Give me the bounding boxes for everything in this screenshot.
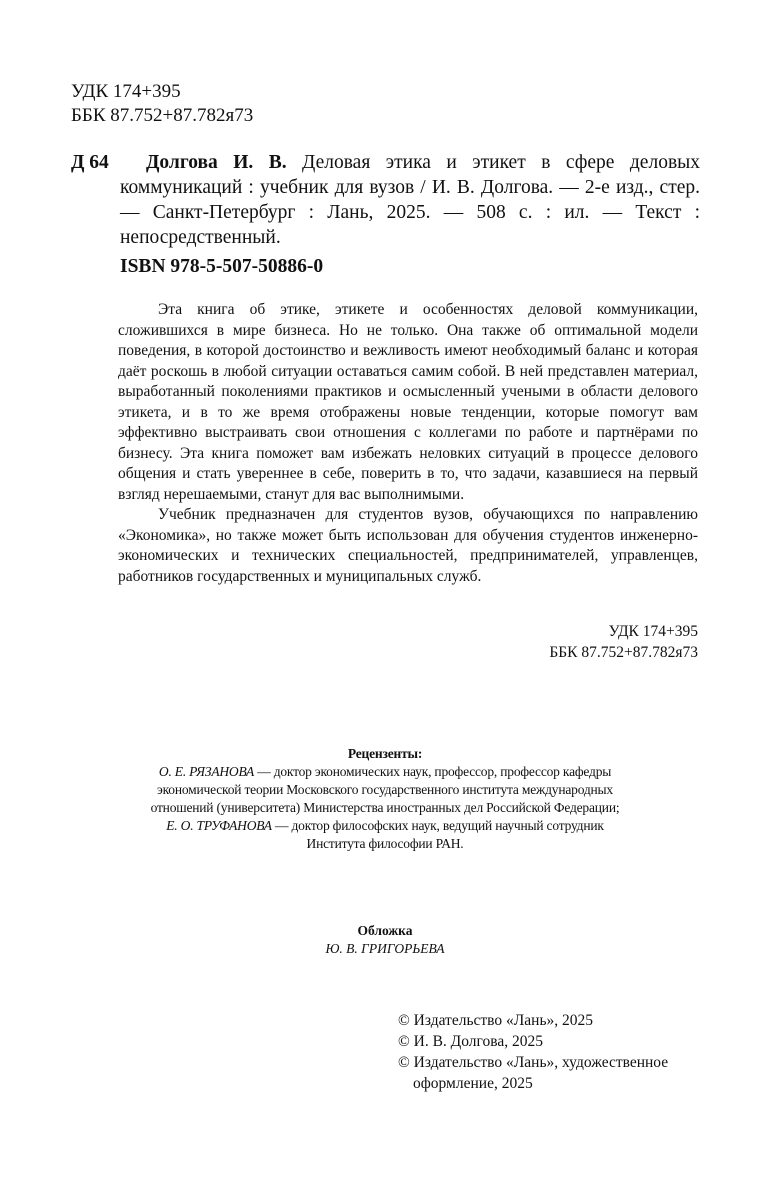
reviewers-block [80, 745, 690, 853]
cover-designer: Ю. В. ГРИГОРЬЕВА [325, 941, 445, 956]
reviewer-1-name: О. Е. РЯЗАНОВА [158, 764, 255, 779]
bbk-code-repeat: ББК 87.752+87.782я73 [549, 643, 698, 661]
copyright-line-1: © Издательство «Лань», 2025 [398, 1012, 594, 1029]
udk-code-repeat: УДК 174+395 [608, 623, 698, 640]
copyright-line-3: © Издательство «Лань», художественное [398, 1054, 669, 1071]
reviewer-2-title: — доктор философских наук, ведущий научный сотрудник [271, 818, 604, 833]
reviewer-1-line [80, 763, 690, 781]
annotation-paragraph-2: Учебник предназначен для студентов вузов, обучающихся по направлению «Экономика», но также может быть использован для обучения студентов инженерно-экономических и технических специальностей, предпринимателей, управленцев, работников государственных и муниципальных служб. [118, 506, 698, 585]
bibliographic-description-block [120, 150, 700, 250]
reviewer-1-title: — доктор экономических наук, профессор, профессор кафедры [254, 764, 612, 779]
author-name: Долгова И. В. [146, 152, 287, 173]
bibliographic-record [71, 150, 700, 250]
copyright-block [398, 1010, 698, 1094]
copyright-line-3-continued: оформление, 2025 [413, 1075, 533, 1092]
isbn: ISBN 978-5-507-50886-0 [120, 256, 324, 277]
classification-footer [480, 622, 698, 663]
annotation-paragraph-1: Эта книга об этике, этикете и особенностях деловой коммуникации, сложившихся в мире бизнеса. Но не только. Она также об оптимальной модели поведения, в которой достоинство и вежливость имеют необходимый баланс и которая даёт роскошь в любой ситуации оставаться самим собой. В ней представлен материал, выработанный поколениями практиков и осмысленный учеными в области делового этикета, и в то же время отображены новые тенденции, которые помогут вам эффективно выстраивать свои отношения с коллегами по работе и партнёрами по бизнесу. Эта книга поможет вам избежать неловких ситуаций в процессе делового общения и стать увереннее в себе, поверить в то, что задачи, казавшиеся на первый взгляд нерешаемыми, станут для вас выполнимыми. [118, 301, 698, 503]
reviewer-2-affiliation: Института философии РАН. [306, 836, 464, 851]
reviewer-2-name: Е. О. ТРУФАНОВА [166, 818, 272, 833]
classification-header [71, 80, 253, 128]
udk-code: УДК 174+395 [71, 81, 181, 102]
reviewer-1-affiliation-1: экономической теории Московского государственного института международных [157, 782, 613, 797]
reviewer-1-affiliation-2: отношений (университета) Министерства иностранных дел Российской Федерации; [150, 800, 620, 815]
reviewer-2-line [80, 817, 690, 835]
author-mark: Д 64 [71, 152, 109, 173]
annotation [118, 300, 698, 587]
reviewers-heading: Рецензенты: [347, 746, 423, 761]
copyright-line-2: © И. В. Долгова, 2025 [398, 1033, 544, 1050]
bibliographic-description: Деловая этика и этикет в сфере деловых коммуникаций : учебник для вузов / И. В. Долгова. — 2-е изд., стер. — Санкт-Петербург : Лань, 2025. — 508 с. : ил. — Текст : непосредственный. [120, 152, 701, 248]
bbk-code: ББК 87.752+87.782я73 [71, 105, 254, 126]
cover-heading: Обложка [357, 923, 413, 938]
cover-credit [80, 922, 690, 958]
